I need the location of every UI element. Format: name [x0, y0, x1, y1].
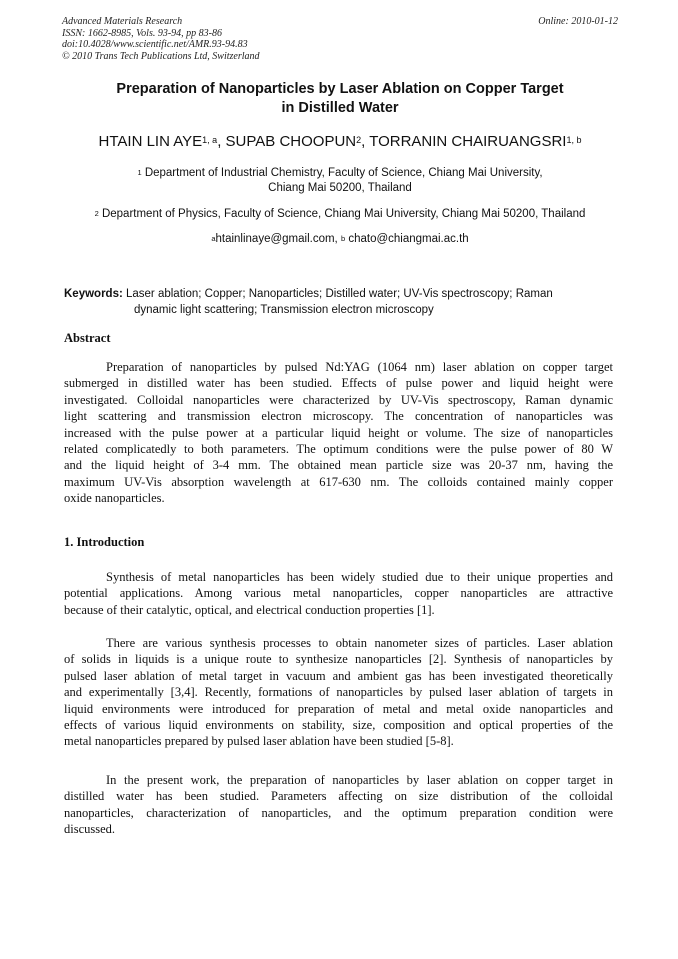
title-line-2: in Distilled Water	[281, 100, 399, 116]
keywords	[64, 287, 620, 318]
author-name: TORRANIN CHAIRUANGSRI	[369, 133, 567, 150]
aff1-sup: 1	[137, 168, 142, 177]
author-sup: 1, b	[566, 135, 582, 145]
paper-title	[62, 80, 618, 118]
copyright: © 2010 Trans Tech Publications Ltd, Switzerland	[62, 50, 260, 62]
intro-line: discussed.	[64, 822, 116, 837]
aff2-sup: 2	[94, 209, 99, 218]
author-sup: 2	[356, 135, 362, 145]
intro-line: of solids in liquids is a unique route to synthesize nanoparticles [2]. Synthesis of nanoparticles by	[64, 652, 613, 667]
intro-line: nanoparticles, characterization of nanoparticles, and the optimum preparation condition were	[64, 805, 613, 820]
aff1-line-1: Department of Industrial Chemistry, Faculty of Science, Chiang Mai University,	[144, 167, 543, 179]
intro-paragraph-2	[64, 635, 613, 750]
abstract-line: increased with the pulse power at a particular liquid height or volume. The size of nanoparticles	[64, 425, 613, 440]
abstract-line: and the liquid height of 3-4 mm. The obtained mean particle size was 20-37 nm, having the	[64, 458, 613, 473]
abstract-body	[64, 359, 613, 507]
author-list	[40, 133, 640, 151]
affiliation-1	[40, 166, 640, 196]
email-a[interactable]: htainlinaye@gmail.com,	[215, 233, 338, 245]
online-date: Online: 2010-01-12	[538, 16, 618, 27]
author-sep: ,	[217, 133, 226, 150]
abstract-line: related complicatedly to both parameters. The optimum conditions were the pulse power of 80 W	[64, 442, 613, 457]
intro-line: effects of various liquid environments on stability, size, composition and optical properties of the	[64, 718, 613, 733]
intro-line: potential applications. Among various metal nanoparticles, copper nanoparticles are attractive	[64, 586, 613, 601]
intro-paragraph-3	[64, 772, 613, 838]
abstract-heading: Abstract	[64, 331, 111, 345]
author-sep: ,	[361, 133, 370, 150]
keywords-line-1: Laser ablation; Copper; Nanoparticles; Distilled water; UV-Vis spectroscopy; Raman	[126, 288, 553, 300]
title-line-1: Preparation of Nanoparticles by Laser Ablation on Copper Target	[116, 81, 564, 97]
intro-line: pulsed laser ablation of metal target in vacuum and ambient gas has been investigated theoretically	[64, 668, 613, 683]
intro-line: and experimentally [3,4]. Recently, formations of nanoparticles by pulsed laser ablation of targets in	[64, 685, 613, 700]
email-b-sup: b	[340, 234, 346, 243]
intro-line: because of their catalytic, optical, and electrical conduction properties [1].	[64, 602, 435, 617]
intro-line: In the present work, the preparation of nanoparticles by laser ablation on copper target in	[106, 773, 613, 787]
doi: doi:10.4028/www.scientific.net/AMR.93-94.83	[62, 39, 248, 50]
affiliation-2	[40, 207, 640, 222]
intro-line: liquid environments were introduced for preparation of metal and metal oxide nanoparticles and	[64, 701, 613, 716]
abstract-line: submerged in distilled water has been studied. Effects of pulse power and liquid height were	[64, 376, 613, 391]
abstract-line: investigated. Colloidal nanoparticles were characterized by UV-Vis spectroscopy, Raman dynamic	[64, 392, 613, 407]
emails	[40, 232, 640, 247]
email-a-sup: a	[211, 234, 216, 243]
keywords-label: Keywords:	[64, 288, 123, 300]
intro-line: distilled water has been studied. Parameters affecting on size distribution of the colloidal	[64, 789, 613, 804]
abstract-line: oxide nanoparticles.	[64, 491, 165, 506]
abstract-line: light scattering and transmission electron microscopy. The concentration of nanoparticles was	[64, 409, 613, 424]
keywords-line-2: dynamic light scattering; Transmission electron microscopy	[134, 303, 434, 316]
abstract-line: Preparation of nanoparticles by pulsed Nd:YAG (1064 nm) laser ablation on copper target	[106, 360, 613, 374]
intro-line: metal nanoparticles prepared by pulsed laser ablation have been studied [5-8].	[64, 734, 454, 749]
introduction-heading: 1. Introduction	[64, 535, 145, 549]
intro-line: Synthesis of metal nanoparticles has been widely studied due to their unique properties and	[106, 570, 613, 584]
intro-paragraph-1	[64, 569, 613, 618]
aff1-line-2: Chiang Mai 50200, Thailand	[268, 182, 412, 194]
author-name: HTAIN LIN AYE	[98, 133, 203, 150]
intro-line: There are various synthesis processes to obtain nanometer sizes of particles. Laser ablation	[106, 636, 613, 650]
journal-name: Advanced Materials Research	[62, 16, 183, 27]
email-b[interactable]: chato@chiangmai.ac.th	[348, 233, 469, 245]
issn: ISSN: 1662-8985, Vols. 93-94, pp 83-86	[62, 27, 222, 39]
aff2-line-1: Department of Physics, Faculty of Science, Chiang Mai University, Chiang Mai 50200, Thailand	[101, 208, 586, 220]
journal-header	[62, 16, 618, 62]
author-sup: 1, a	[202, 135, 218, 145]
author-name: SUPAB CHOOPUN	[225, 133, 357, 150]
abstract-line: maximum UV-Vis absorption wavelength at 617-630 nm. The colloids contained mainly copper	[64, 474, 613, 489]
